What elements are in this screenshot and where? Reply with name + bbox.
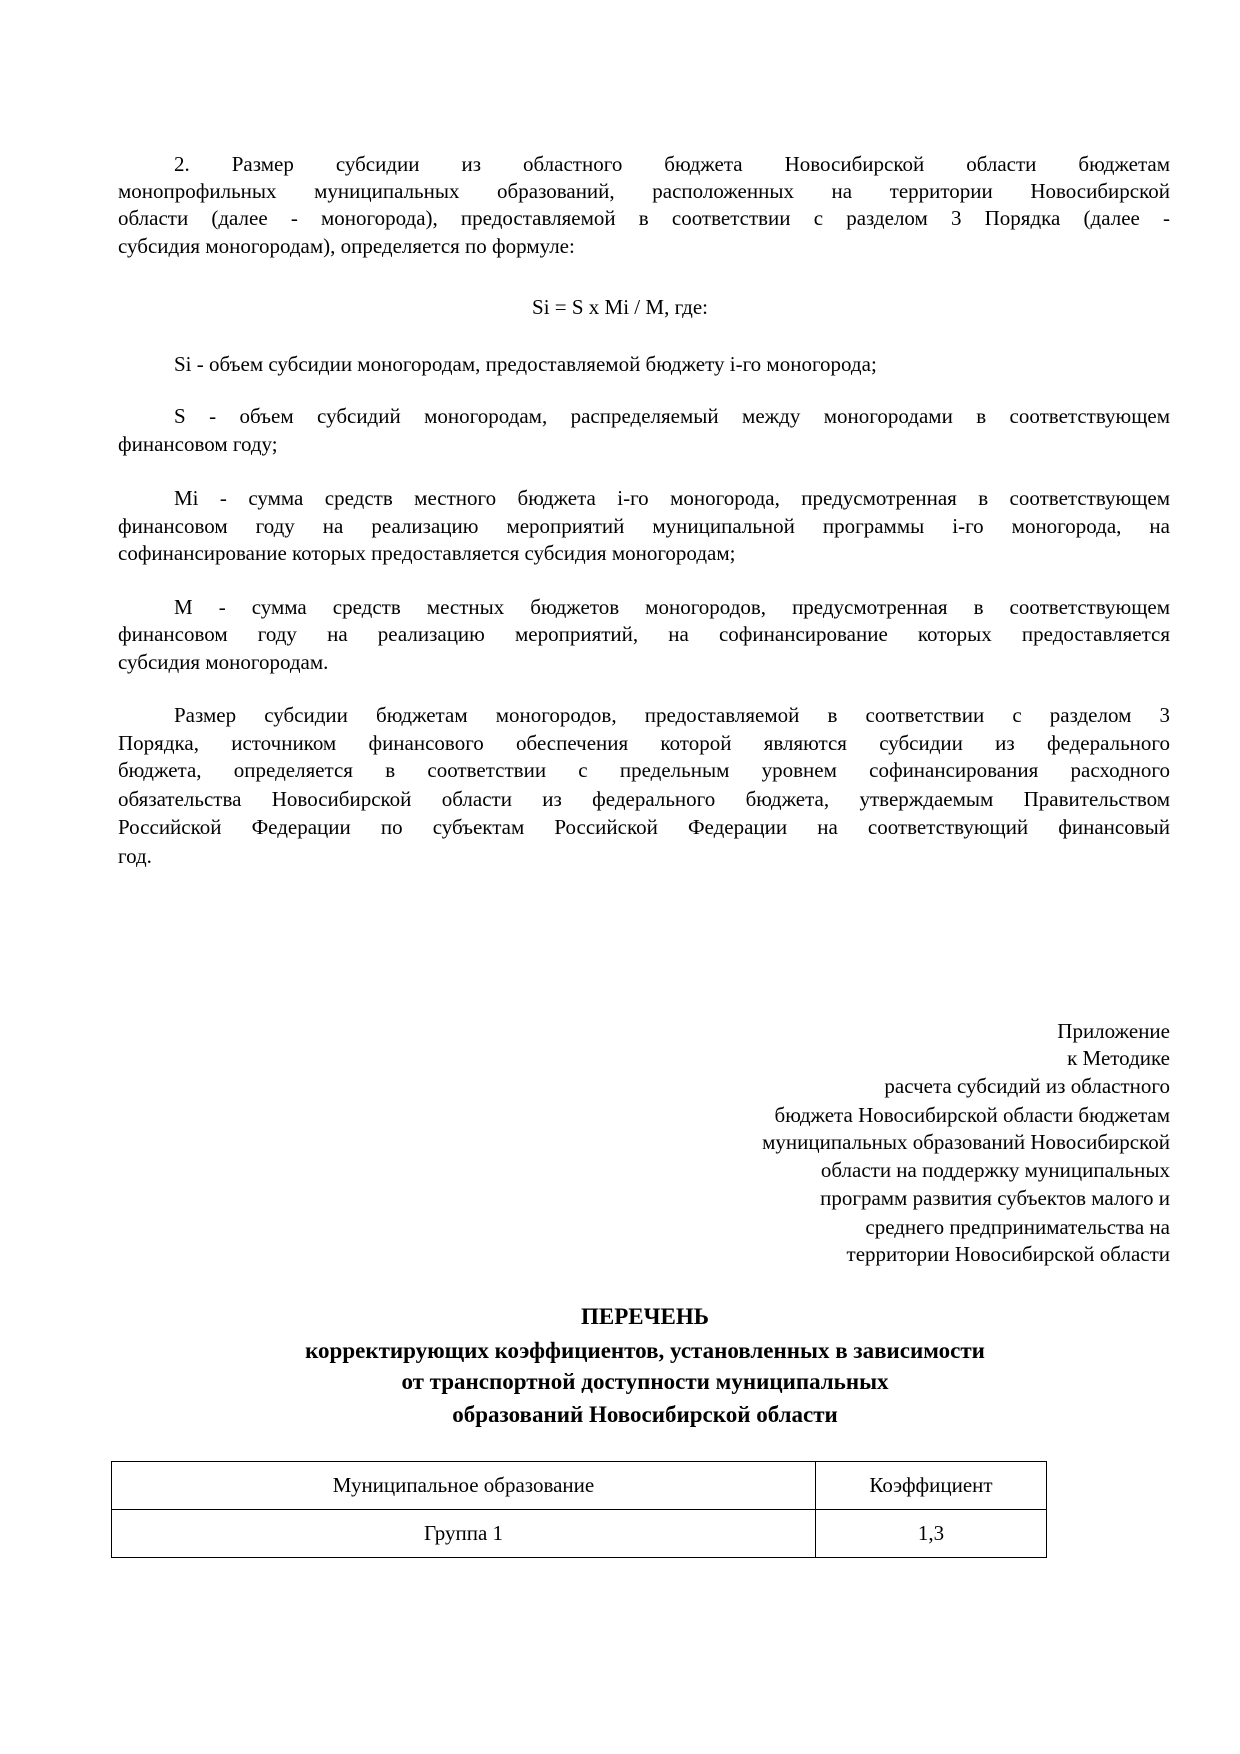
text-line: области (далее - моногорода), предоставляемой в соответствии с разделом 3 Порядка (далее - xyxy=(118,206,1170,230)
appendix-line: территории Новосибирской области xyxy=(846,1242,1170,1266)
text-line: Порядка, источником финансового обеспечения которой являются субсидии из федерального xyxy=(118,731,1170,755)
appendix-line: к Методике xyxy=(1067,1046,1170,1070)
text-line: год. xyxy=(118,844,152,868)
definition-si: Si - объем субсидии моногородам, предоставляемой бюджету i-го моногорода; xyxy=(174,352,877,376)
coefficients-table xyxy=(111,1461,1047,1558)
formula: Si = S x Mi / M, где: xyxy=(532,295,708,319)
header-coefficient: Коэффициент xyxy=(816,1462,1047,1510)
cell-municipality: Группа 1 xyxy=(112,1510,816,1558)
title-line: ПЕРЕЧЕНЬ xyxy=(581,1304,709,1329)
text-line: обязательства Новосибирской области из федерального бюджета, утверждаемым Правительством xyxy=(118,787,1170,811)
text-line: 2. Размер субсидии из областного бюджета Новосибирской области бюджетам xyxy=(174,152,1170,176)
appendix-line: бюджета Новосибирской области бюджетам xyxy=(774,1103,1170,1127)
appendix-line: муниципальных образований Новосибирской xyxy=(762,1130,1170,1154)
title-line: корректирующих коэффициентов, установленных в зависимости xyxy=(305,1338,985,1363)
appendix-line: Приложение xyxy=(1057,1019,1170,1043)
appendix-line: расчета субсидий из областного xyxy=(884,1074,1170,1098)
text-line: бюджета, определяется в соответствии с предельным уровнем софинансирования расходного xyxy=(118,758,1170,782)
text-line: финансовом году на реализацию мероприятий, на софинансирование которых предоставляется xyxy=(118,622,1170,646)
text-line: S - объем субсидий моногородам, распределяемый между моногородами в соответствующем xyxy=(174,404,1170,428)
text-line: финансовом году; xyxy=(118,432,278,456)
text-line: Российской Федерации по субъектам Российской Федерации на соответствующий финансовый xyxy=(118,815,1170,839)
table-header-row xyxy=(112,1462,1047,1510)
text-line: финансовом году на реализацию мероприятий муниципальной программы i-го моногорода, на xyxy=(118,514,1170,538)
text-line: Размер субсидии бюджетам моногородов, предоставляемой в соответствии с разделом 3 xyxy=(174,703,1170,727)
cell-coefficient: 1,3 xyxy=(816,1510,1047,1558)
header-municipality: Муниципальное образование xyxy=(112,1462,816,1510)
appendix-line: области на поддержку муниципальных xyxy=(820,1158,1170,1182)
appendix-line: программ развития субъектов малого и xyxy=(820,1186,1170,1210)
text-line: субсидия моногородам. xyxy=(118,650,329,674)
appendix-line: среднего предпринимательства на xyxy=(865,1215,1170,1239)
text-line: Mi - сумма средств местного бюджета i-го моногорода, предусмотренная в соответствующем xyxy=(174,486,1170,510)
text-line: субсидия моногородам), определяется по формуле: xyxy=(118,234,575,258)
title-line: образований Новосибирской области xyxy=(452,1402,838,1427)
text-line: M - сумма средств местных бюджетов моногородов, предусмотренная в соответствующем xyxy=(174,595,1170,619)
title-line: от транспортной доступности муниципальных xyxy=(401,1369,889,1394)
text-line: софинансирование которых предоставляется субсидия моногородам; xyxy=(118,541,736,565)
text-line: монопрофильных муниципальных образований, расположенных на территории Новосибирской xyxy=(118,179,1170,203)
table-row xyxy=(112,1510,1047,1558)
